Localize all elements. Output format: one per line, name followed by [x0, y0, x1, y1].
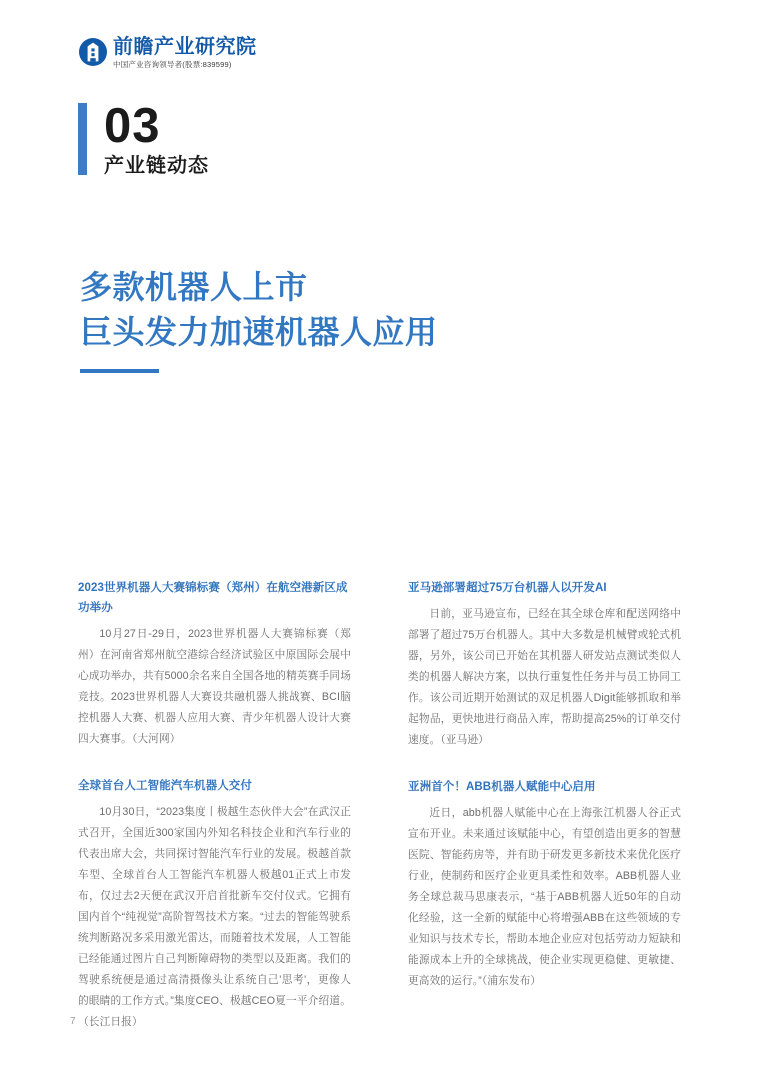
page-title-line-2: 巨头发力加速机器人应用 — [80, 314, 438, 350]
brand-name: 前瞻产业研究院 — [113, 36, 257, 58]
article-body: 10月30日，“2023集度丨极越生态伙伴大会”在武汉正式召开，全国近300家国内外知名科技企业和汽车行业的代表出席大会，共同探讨智能汽车行业的发展。极越首款车型、全球首台人工智能汽车机器人极越01正式上市发布，仅过去2天便在武汉开启首批新车交付仪式。它拥有国内首个“纯视觉”高阶智驾技术方案。“过去的智能驾驶系统判断路况多采用激光雷达，而随着技术发展，人工智能已经能通过图片自己判断障碍物的类型以及距离。我们的驾驶系统便是通过高清摄像头让系统自己'思考'，更像人的眼睛的工作方式。”集度CEO、极越CEO夏一平介绍道。（长江日报） — [78, 806, 351, 1028]
page-number: 7 — [70, 1016, 76, 1027]
article — [408, 777, 681, 992]
section-number: 03 — [104, 99, 161, 153]
article — [78, 578, 351, 750]
section-accent-bar — [78, 103, 87, 175]
article-body: 10月27日-29日，2023世界机器人大赛锦标赛（郑州）在河南省郑州航空港综合经济试验区中原国际会展中心成功举办，共有5000余名来自全国各地的精英赛手同场竞技。2023世界机器人大赛设共融机器人挑战赛、BCI脑控机器人大赛、机器人应用大赛、青少年机器人设计大赛四大赛事。（大河网） — [78, 628, 351, 745]
page-title — [80, 265, 438, 355]
article — [78, 776, 351, 1033]
section-marker — [78, 99, 209, 178]
brand-logo — [78, 36, 257, 70]
section-label: 产业链动态 — [104, 155, 209, 177]
circle-tower-logo-icon — [78, 37, 108, 67]
page-title-line-1: 多款机器人上市 — [80, 269, 308, 305]
right-column — [408, 578, 681, 1033]
article-title: 亚马逊部署超过75万台机器人以开发AI — [408, 582, 607, 594]
brand-subtitle: 中国产业咨询领导者(股票:839599) — [113, 60, 232, 69]
article — [408, 578, 681, 751]
article-columns — [78, 578, 682, 1033]
article-body: 日前，亚马逊宣布，已经在其全球仓库和配送网络中部署了超过75万台机器人。其中大多数是机械臂或轮式机器，另外，该公司已开始在其机器人研发站点测试类似人类的机器人解决方案，以执行重复性任务并与员工协同工作。该公司近期开始测试的双足机器人Digit能够抓取和举起物品，更快地进行商品入库，帮助提高25%的订单交付速度。（亚马逊） — [408, 608, 681, 746]
article-title: 全球首台人工智能汽车机器人交付 — [78, 780, 252, 792]
left-column — [78, 578, 351, 1033]
title-divider — [80, 369, 159, 373]
article-title: 2023世界机器人大赛锦标赛（郑州）在航空港新区成功举办 — [78, 582, 348, 614]
article-title: 亚洲首个！ABB机器人赋能中心启用 — [408, 781, 596, 793]
article-body: 近日，abb机器人赋能中心在上海张江机器人谷正式宣布开业。未来通过该赋能中心，有望创造出更多的智慧医院、智能药房等，并有助于研发更多新技术来优化医疗行业，使制药和医疗企业更具柔性和效率。ABB机器人业务全球总裁马思康表示，“基于ABB机器人近50年的自动化经验，这一全新的赋能中心将增强ABB在这些领域的专业知识与技术专长，帮助本地企业应对包括劳动力短缺和能源成本上升的全球挑战，使企业实现更稳健、更敏捷、更高效的运行。”（浦东发布） — [408, 807, 681, 987]
